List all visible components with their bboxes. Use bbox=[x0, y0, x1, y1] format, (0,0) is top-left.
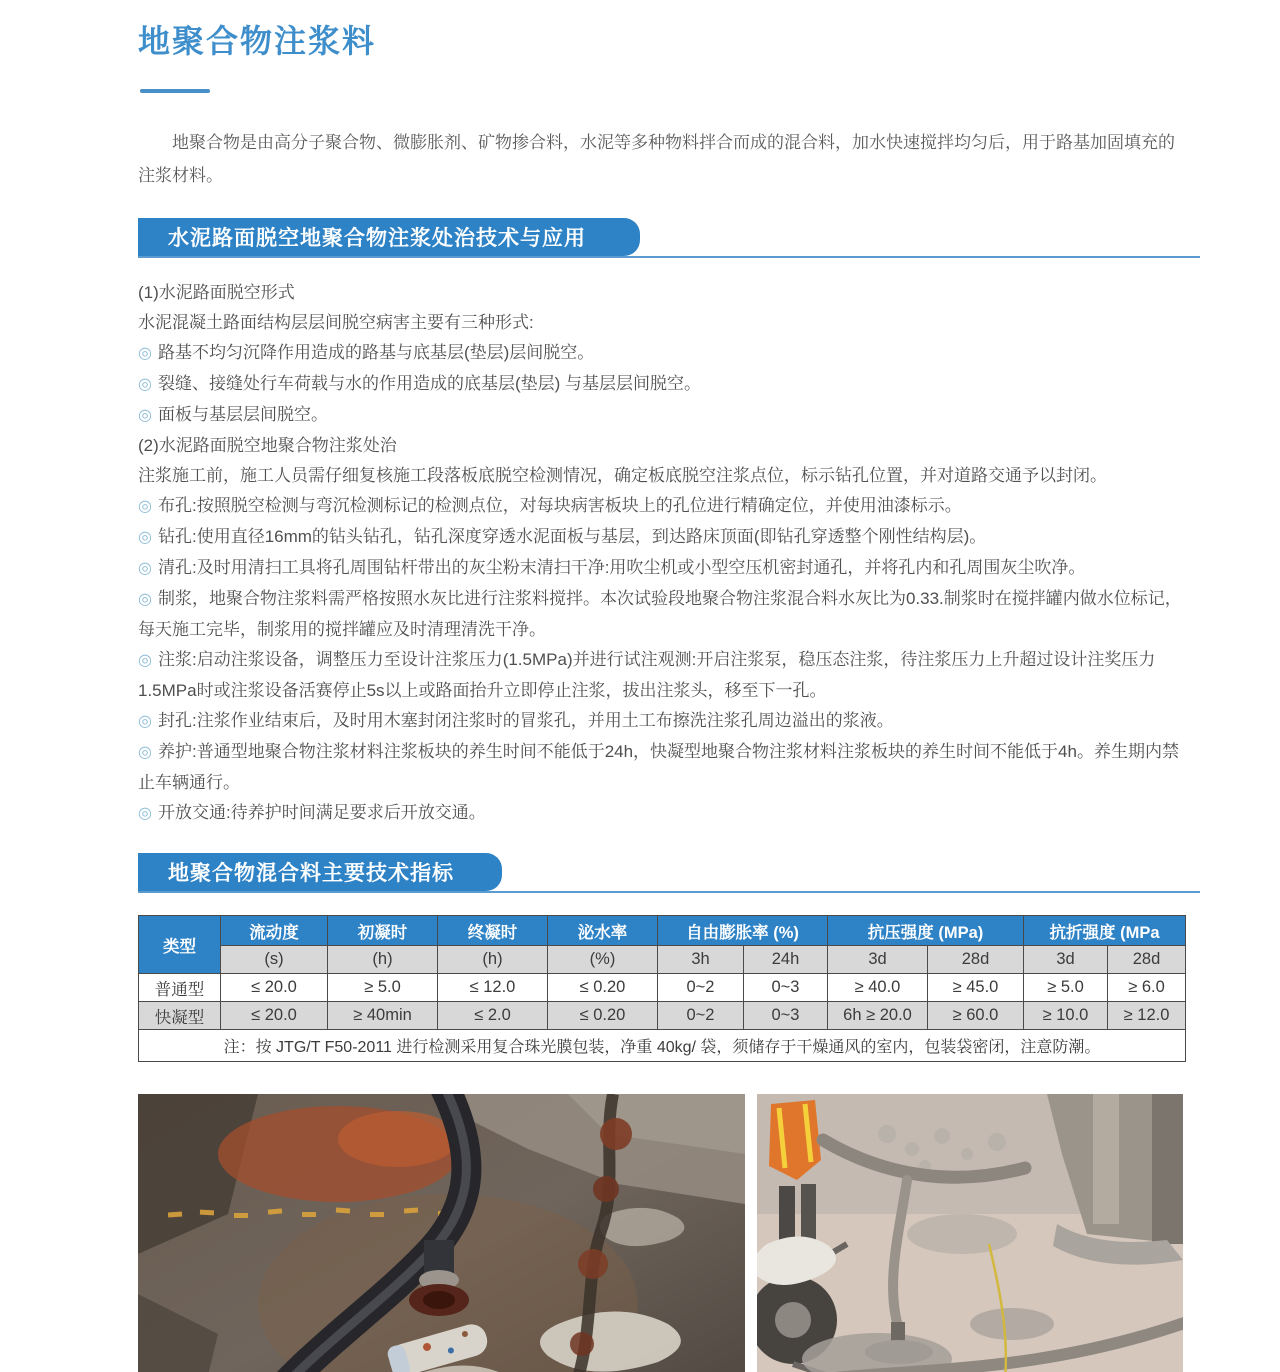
table-cell: ≤ 20.0 bbox=[221, 1002, 328, 1030]
section-header-specs bbox=[138, 853, 502, 891]
table-cell: 6h ≥ 20.0 bbox=[828, 1002, 928, 1030]
table-cell: ≥ 6.0 bbox=[1108, 974, 1186, 1002]
header-cell-type: 类型 bbox=[139, 916, 221, 974]
section-header-technology bbox=[138, 218, 640, 256]
ring-bullet-icon: ◎ bbox=[138, 591, 152, 608]
table-row-normal-type bbox=[139, 974, 1186, 1002]
table-cell: ≥ 5.0 bbox=[1024, 974, 1108, 1002]
construction-site-grouting-photo bbox=[757, 1094, 1183, 1372]
table-cell: 0~3 bbox=[744, 974, 828, 1002]
table-row-fast-set-type bbox=[139, 1002, 1186, 1030]
table-header-row-2 bbox=[139, 946, 1186, 974]
ring-bullet-icon: ◎ bbox=[138, 652, 152, 669]
header-cell: 自由膨胀率 (%) bbox=[658, 916, 828, 946]
table-cell: ≤ 0.20 bbox=[548, 1002, 658, 1030]
header-cell: 流动度 bbox=[221, 916, 328, 946]
table-cell: ≤ 12.0 bbox=[438, 974, 548, 1002]
ring-bullet-icon: ◎ bbox=[138, 713, 152, 730]
subheader-cell: 3d bbox=[828, 946, 928, 974]
paragraph-text: 封孔:注浆作业结束后，及时用木塞封闭注浆时的冒浆孔，并用土工布擦洗注浆孔周边溢出的浆液。 bbox=[157, 711, 894, 730]
section-header-technology-label: 水泥路面脱空地聚合物注浆处治技术与应用 bbox=[168, 227, 586, 250]
header-cell: 抗折强度 (MPa bbox=[1024, 916, 1186, 946]
header-cell: 泌水率 bbox=[548, 916, 658, 946]
table-header-row-1 bbox=[139, 916, 1186, 946]
subheader-cell: (%) bbox=[548, 946, 658, 974]
row-label: 普通型 bbox=[139, 974, 221, 1002]
table-cell: ≥ 12.0 bbox=[1108, 1002, 1186, 1030]
body-paragraph bbox=[138, 706, 1185, 737]
section-band-row-specs bbox=[138, 853, 1200, 893]
body-paragraph bbox=[138, 645, 1185, 706]
header-cell: 初凝时 bbox=[328, 916, 438, 946]
site-photos bbox=[138, 1094, 1280, 1372]
body-paragraph bbox=[138, 338, 1185, 369]
ring-bullet-icon: ◎ bbox=[138, 376, 152, 393]
table-cell: 0~3 bbox=[744, 1002, 828, 1030]
ring-bullet-icon: ◎ bbox=[138, 498, 152, 515]
subheader-cell: 24h bbox=[744, 946, 828, 974]
paragraph-text: 养护:普通型地聚合物注浆材料注浆板块的养生时间不能低于24h，快凝型地聚合物注浆材料注浆板块的养生时间不能低于4h。养生期内禁止车辆通行。 bbox=[138, 742, 1179, 792]
body-paragraph bbox=[138, 491, 1185, 522]
body-paragraph bbox=[138, 461, 1185, 491]
body-paragraph bbox=[138, 369, 1185, 400]
ring-bullet-icon: ◎ bbox=[138, 744, 152, 761]
paragraph-text: 清孔:及时用清扫工具将孔周围钻杆带出的灰尘粉末清扫干净:用吹尘机或小型空压机密封通孔，并将孔内和孔周围灰尘吹净。 bbox=[157, 558, 1086, 577]
paragraph-text: 开放交通:待养护时间满足要求后开放交通。 bbox=[157, 803, 486, 822]
subheader-cell: (h) bbox=[438, 946, 548, 974]
header-cell: 终凝时 bbox=[438, 916, 548, 946]
table-note-row bbox=[139, 1030, 1186, 1062]
subheader-cell: (h) bbox=[328, 946, 438, 974]
body-paragraph bbox=[138, 737, 1185, 798]
paragraph-text: 制浆，地聚合物注浆料需严格按照水灰比进行注浆料搅拌。本次试验段地聚合物注浆混合料水灰比为0.33.制浆时在搅拌罐内做水位标记，每天施工完毕，制浆用的搅拌罐应及时清理清洗干净。 bbox=[138, 589, 1182, 639]
table-cell: ≤ 2.0 bbox=[438, 1002, 548, 1030]
body-paragraph bbox=[138, 522, 1185, 553]
table-note: 注：按 JTG/T F50-2011 进行检测采用复合珠光膜包装，净重 40kg/ 袋，须储存于干燥通风的室内，包装袋密闭，注意防潮。 bbox=[139, 1030, 1186, 1062]
title-underline bbox=[140, 89, 210, 93]
table-cell: ≥ 60.0 bbox=[928, 1002, 1024, 1030]
body-paragraph bbox=[138, 798, 1185, 829]
paragraph-text: 裂缝、接缝处行车荷载与水的作用造成的底基层(垫层) 与基层层间脱空。 bbox=[157, 374, 702, 393]
table-cell: ≤ 0.20 bbox=[548, 974, 658, 1002]
paragraph-text: 路基不均匀沉降作用造成的路基与底基层(垫层)层间脱空。 bbox=[157, 343, 595, 362]
intro-paragraph: 地聚合物是由高分子聚合物、微膨胀剂、矿物掺合料，水泥等多种物料拌合而成的混合料，加水快速搅拌均匀后，用于路基加固填充的注浆材料。 bbox=[138, 133, 1175, 185]
subheader-cell: 3d bbox=[1024, 946, 1108, 974]
section-header-specs-label: 地聚合物混合料主要技术指标 bbox=[168, 862, 454, 885]
header-cell: 抗压强度 (MPa) bbox=[828, 916, 1024, 946]
paragraph-text: 面板与基层层间脱空。 bbox=[157, 405, 328, 424]
table-cell: ≥ 45.0 bbox=[928, 974, 1024, 1002]
body-paragraph bbox=[138, 584, 1185, 645]
body-paragraph bbox=[138, 553, 1185, 584]
table-cell: 0~2 bbox=[658, 1002, 744, 1030]
paragraph-text: (1)水泥路面脱空形式 bbox=[138, 283, 295, 302]
paragraph-text: 钻孔:使用直径16mm的钻头钻孔，钻孔深度穿透水泥面板与基层，到达路床顶面(即钻孔穿透整个刚性结构层)。 bbox=[157, 527, 987, 546]
subheader-cell: (s) bbox=[221, 946, 328, 974]
body-paragraph bbox=[138, 431, 1185, 461]
technology-content bbox=[138, 278, 1185, 829]
pavement-grouting-photo bbox=[138, 1094, 745, 1372]
section-band-row-technology bbox=[138, 218, 1200, 258]
ring-bullet-icon: ◎ bbox=[138, 805, 152, 822]
ring-bullet-icon: ◎ bbox=[138, 560, 152, 577]
body-paragraph bbox=[138, 308, 1185, 338]
paragraph-text: 注浆施工前，施工人员需仔细复核施工段落板底脱空检测情况，确定板底脱空注浆点位，标示钻孔位置，并对道路交通予以封闭。 bbox=[138, 466, 1107, 485]
subheader-cell: 28d bbox=[928, 946, 1024, 974]
paragraph-text: (2)水泥路面脱空地聚合物注浆处治 bbox=[138, 436, 397, 455]
table-cell: 0~2 bbox=[658, 974, 744, 1002]
table-cell: ≥ 40.0 bbox=[828, 974, 928, 1002]
ring-bullet-icon: ◎ bbox=[138, 345, 152, 362]
body-paragraph bbox=[138, 400, 1185, 431]
paragraph-text: 注浆:启动注浆设备，调整压力至设计注浆压力(1.5MPa)并进行试注观测:开启注浆泵，稳压态注浆，待注浆压力上升超过设计注奖压力1.5MPa时或注浆设备活赛停止5s以上或路面抬升立即停止注浆，拔出注浆头，移至下一孔。 bbox=[138, 650, 1156, 700]
page-title: 地聚合物注浆料 bbox=[138, 23, 377, 59]
paragraph-text: 布孔:按照脱空检测与弯沉检测标记的检测点位，对每块病害板块上的孔位进行精确定位，并使用油漆标示。 bbox=[157, 496, 962, 515]
table-cell: ≥ 40min bbox=[328, 1002, 438, 1030]
table-cell: ≥ 5.0 bbox=[328, 974, 438, 1002]
row-label: 快凝型 bbox=[139, 1002, 221, 1030]
subheader-cell: 28d bbox=[1108, 946, 1186, 974]
ring-bullet-icon: ◎ bbox=[138, 407, 152, 424]
paragraph-text: 水泥混凝土路面结构层层间脱空病害主要有三种形式: bbox=[138, 313, 534, 332]
body-paragraph bbox=[138, 278, 1185, 308]
table-cell: ≤ 20.0 bbox=[221, 974, 328, 1002]
specs-table bbox=[138, 915, 1186, 1062]
ring-bullet-icon: ◎ bbox=[138, 529, 152, 546]
table-cell: ≥ 10.0 bbox=[1024, 1002, 1108, 1030]
subheader-cell: 3h bbox=[658, 946, 744, 974]
